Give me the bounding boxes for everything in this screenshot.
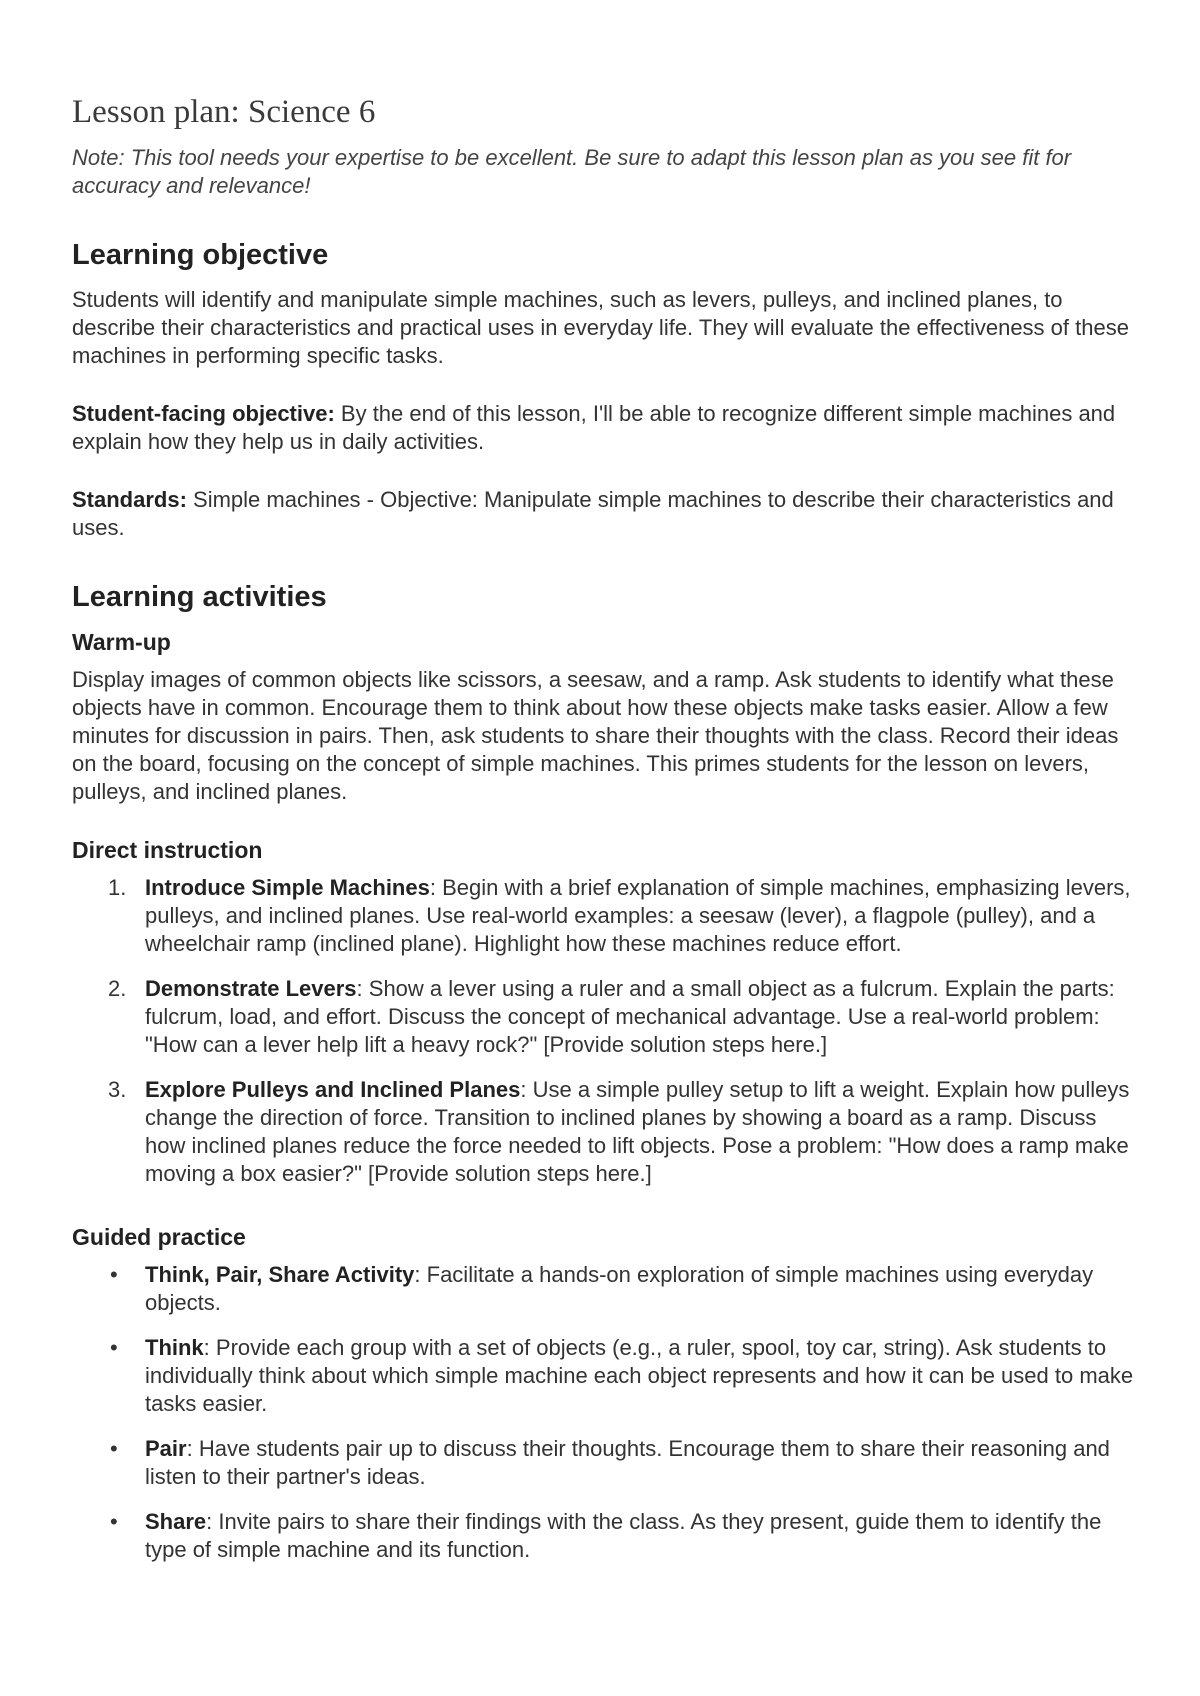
bullet-icon: • xyxy=(110,1335,118,1360)
direct-instruction-list xyxy=(72,874,1138,1188)
list-item xyxy=(72,874,1138,958)
student-facing-text: By the end of this lesson, I'll be able to recognize different simple machines and explain how they help us in daily activities. xyxy=(72,401,1116,454)
list-item-text: : Begin with a brief explanation of simple machines, emphasizing levers, pulleys, and inclined planes. Use real-world examples: a seesaw (lever), a flagpole (pulley), and a wheelchair ramp (inclined plane). Highlight how these machines reduce effort. xyxy=(145,875,1131,956)
list-item xyxy=(72,1508,1138,1564)
standards xyxy=(72,486,1138,542)
list-item-text: : Invite pairs to share their findings with the class. As they present, guide them to identify the type of simple machine and its function. xyxy=(145,1509,1102,1562)
standards-label: Standards: xyxy=(72,487,187,512)
learning-objective-text: Students will identify and manipulate simple machines, such as levers, pulleys, and inclined planes, to describe their characteristics and practical uses in everyday life. They will evaluate the effectiveness of these machines in performing specific tasks. xyxy=(72,287,1129,368)
list-item xyxy=(72,975,1138,1059)
guided-practice-list xyxy=(72,1261,1138,1564)
list-item xyxy=(72,1261,1138,1317)
list-item-label: Share xyxy=(145,1509,207,1534)
list-item-text: : Have students pair up to discuss their thoughts. Encourage them to share their reasoning and listen to their partner's ideas. xyxy=(145,1436,1110,1489)
list-item-label: Demonstrate Levers xyxy=(145,976,357,1001)
direct-instruction-heading: Direct instruction xyxy=(72,837,263,863)
list-item-label: Explore Pulleys and Inclined Planes xyxy=(145,1077,521,1102)
list-item xyxy=(72,1076,1138,1188)
standards-text: Simple machines - Objective: Manipulate simple machines to describe their characteristics and uses. xyxy=(72,487,1114,540)
bullet-icon: • xyxy=(110,1509,118,1534)
bullet-icon: • xyxy=(110,1436,118,1461)
list-number: 2. xyxy=(108,976,127,1001)
disclaimer-note: Note: This tool needs your expertise to be excellent. Be sure to adapt this lesson plan as you see fit for accuracy and relevance! xyxy=(72,145,1072,198)
list-number: 3. xyxy=(108,1077,127,1102)
bullet-icon: • xyxy=(110,1262,118,1287)
list-item-label: Think, Pair, Share Activity xyxy=(145,1262,415,1287)
learning-objective-heading: Learning objective xyxy=(72,239,329,271)
list-item-text: : Facilitate a hands-on exploration of simple machines using everyday objects. xyxy=(145,1262,1094,1315)
list-item-label: Pair xyxy=(145,1436,187,1461)
page-title: Lesson plan: Science 6 xyxy=(72,94,376,130)
list-item-label: Introduce Simple Machines xyxy=(145,875,430,900)
guided-practice-heading: Guided practice xyxy=(72,1224,246,1250)
list-item-label: Think xyxy=(145,1335,204,1360)
document-page xyxy=(72,92,1138,1581)
student-facing-objective xyxy=(72,400,1138,456)
student-facing-label: Student-facing objective: xyxy=(72,401,335,426)
list-item-text: : Use a simple pulley setup to lift a weight. Explain how pulleys change the direction of force. Transition to inclined planes by showing a board as a ramp. Discuss how inclined planes reduce the force needed to lift objects. Pose a problem: "How does a ramp make moving a box easier?" [Provide solution steps here.] xyxy=(145,1077,1130,1186)
list-item-text: : Show a lever using a ruler and a small object as a fulcrum. Explain the parts: fulcrum, load, and effort. Discuss the concept of mechanical advantage. Use a real-world problem: "How can a lever help lift a heavy rock?" [Provide solution steps here.] xyxy=(145,976,1115,1057)
list-item-text: : Provide each group with a set of objects (e.g., a ruler, spool, toy car, string). Ask students to individually think about which simple machine each object represents and how it can be used to make tasks easier. xyxy=(145,1335,1134,1416)
learning-activities-heading: Learning activities xyxy=(72,581,327,613)
list-number: 1. xyxy=(108,875,127,900)
list-item xyxy=(72,1334,1138,1418)
warmup-text: Display images of common objects like scissors, a seesaw, and a ramp. Ask students to identify what these objects have in common. Encourage them to think about how these objects make tasks easier. Allow a few minutes for discussion in pairs. Then, ask students to share their thoughts with the class. Record their ideas on the board, focusing on the concept of simple machines. This primes students for the lesson on levers, pulleys, and inclined planes. xyxy=(72,667,1119,804)
warmup-heading: Warm-up xyxy=(72,629,171,655)
list-item xyxy=(72,1435,1138,1491)
